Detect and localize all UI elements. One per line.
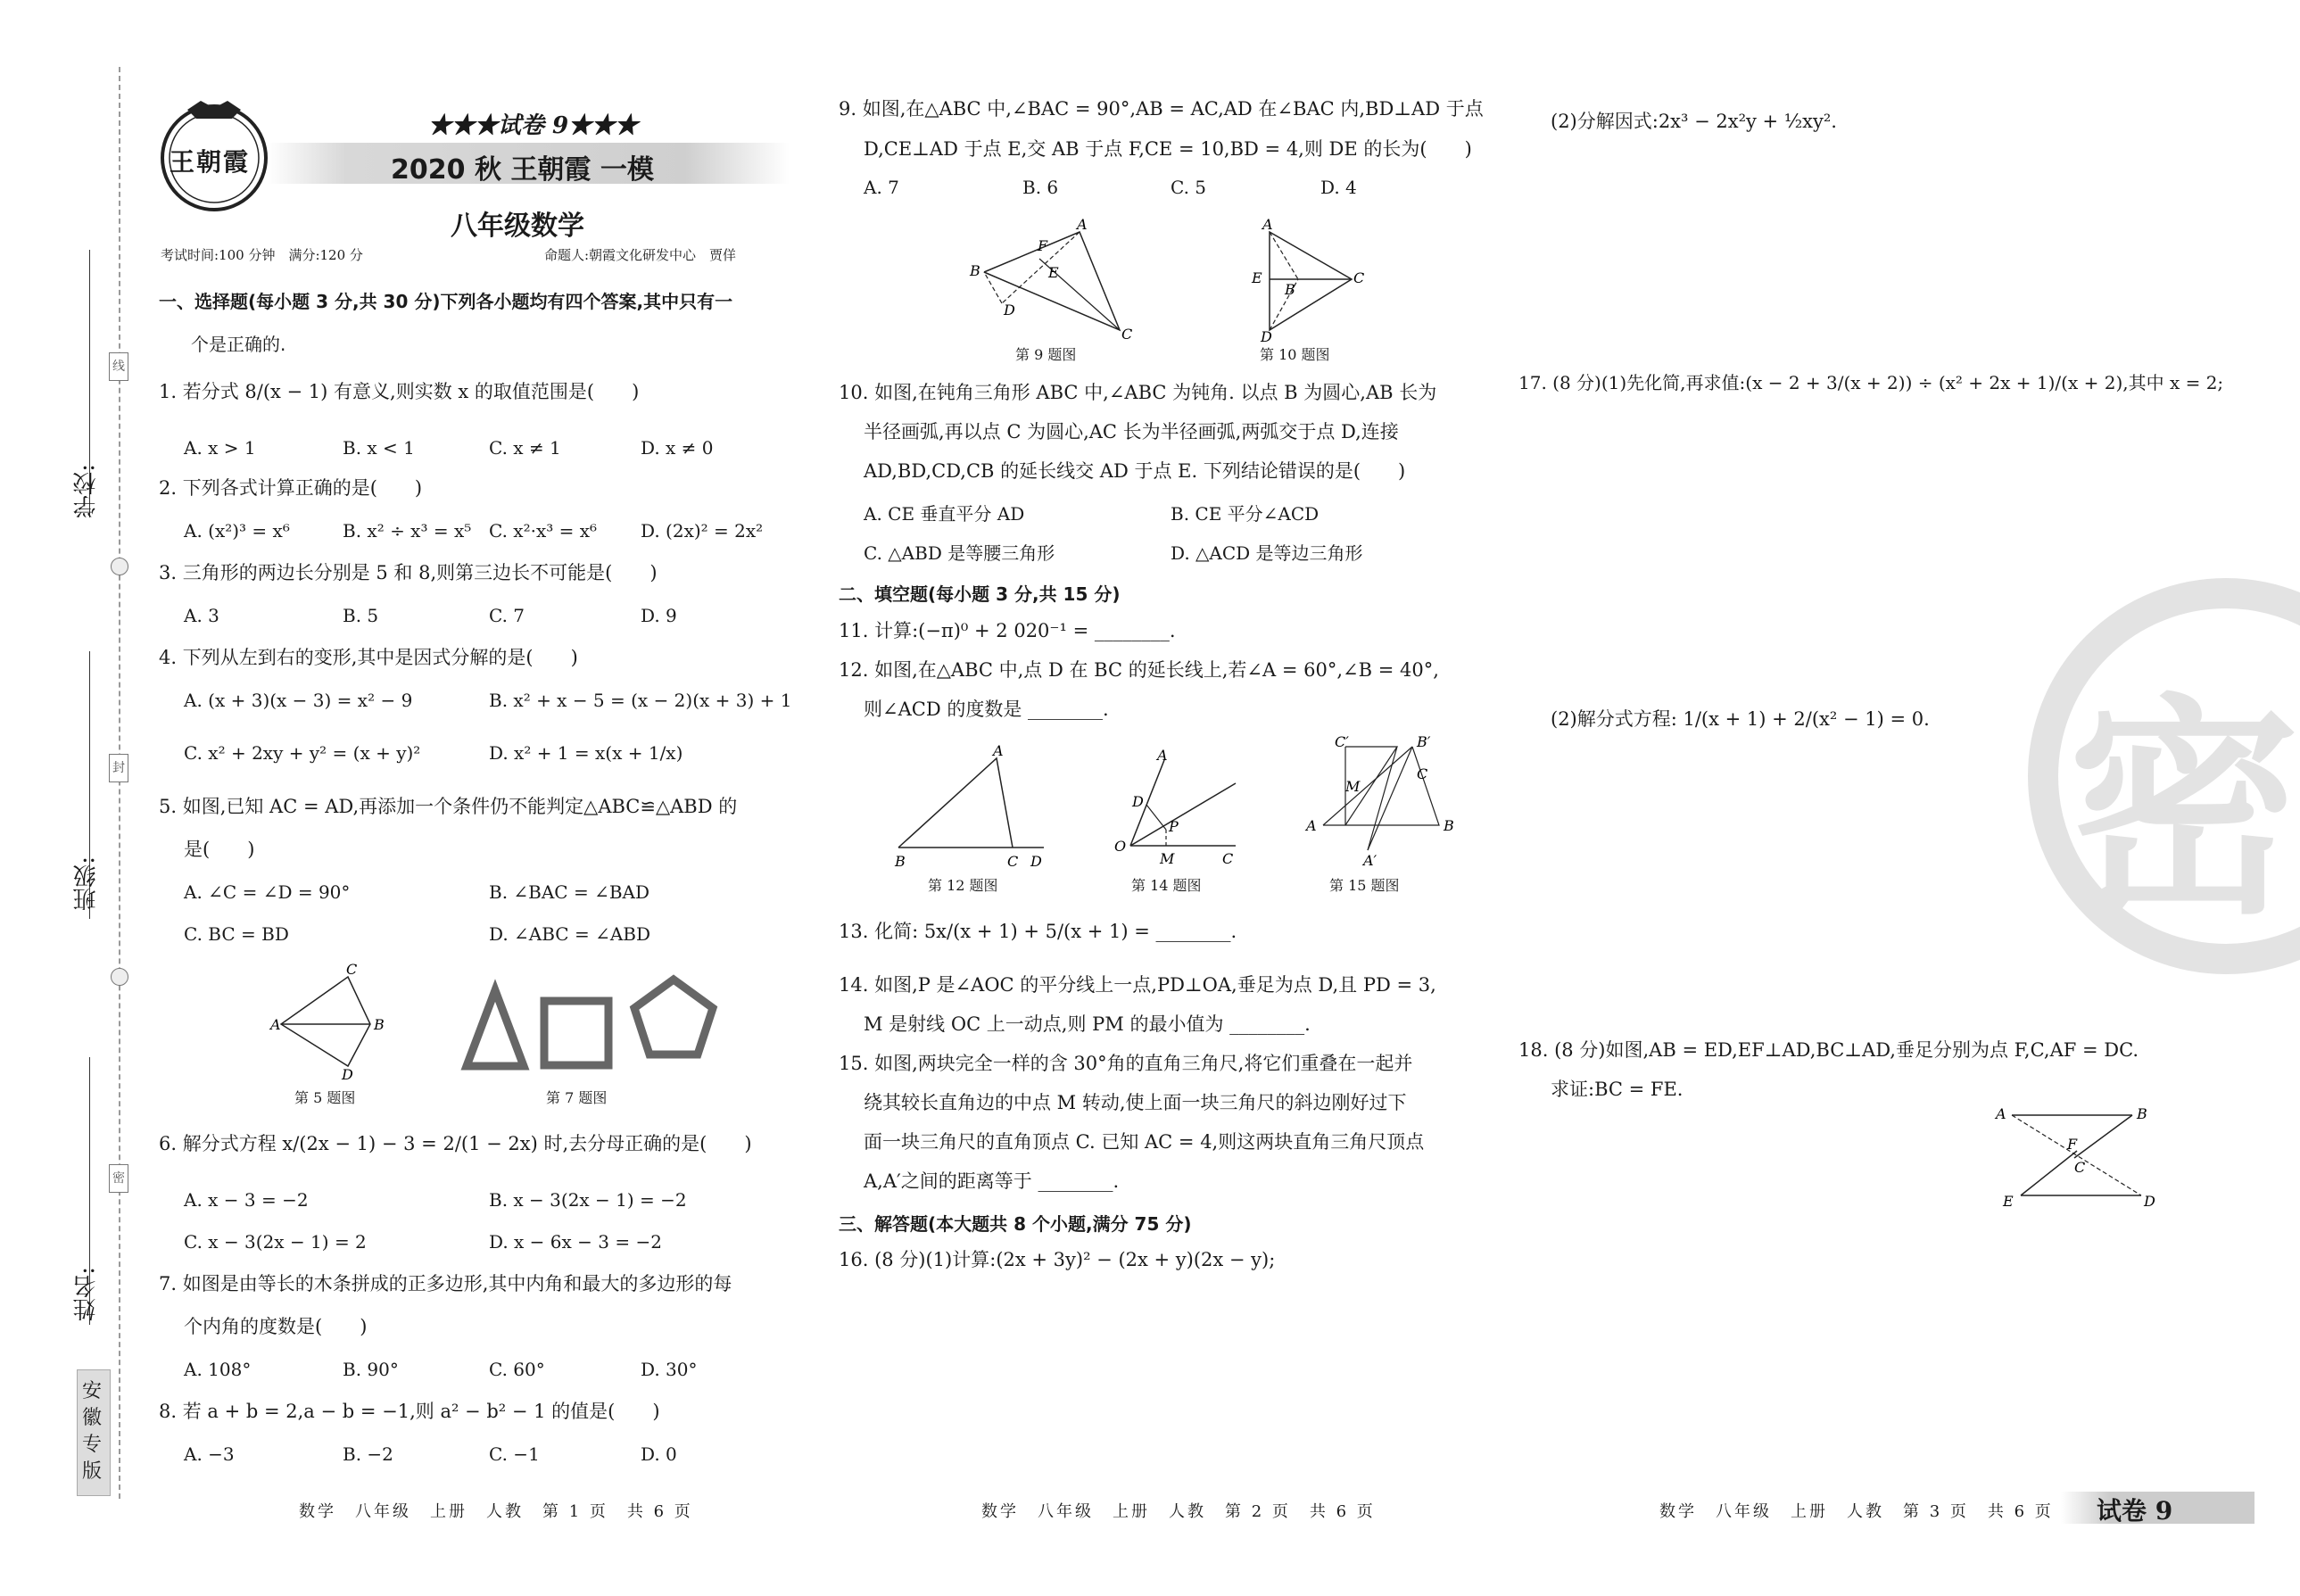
question-18: 18. (8 分)如图,AB = ED,EF⊥AD,BC⊥AD,垂足分别为点 F,C,AF = DC.: [1518, 1039, 2139, 1061]
question-14-cont: M 是射线 OC 上一动点,则 PM 的最小值为 ________.: [864, 1013, 1311, 1035]
svg-text:C: C: [1417, 765, 1428, 782]
q2-option-a: A. (x²)³ = x⁶: [184, 520, 290, 542]
question-11: 11. 计算:(−π)⁰ + 2 020⁻¹ = ________.: [839, 620, 1176, 641]
q10-option-d: D. △ACD 是等边三角形: [1171, 542, 1363, 564]
binding-dashed-line: [119, 67, 120, 1499]
question-15-line-4: A,A′之间的距离等于 ________.: [864, 1170, 1120, 1192]
school-label: 学校:: [73, 464, 100, 518]
q10-option-a: A. CE 垂直平分 AD: [864, 503, 1025, 525]
svg-text:D: D: [2144, 1193, 2155, 1210]
svg-text:C: C: [1353, 269, 1365, 286]
svg-text:D: D: [1030, 853, 1042, 870]
question-4: 4. 下列从左到右的变形,其中是因式分解的是( ): [159, 647, 578, 668]
gutter-tag-seal: 封: [109, 754, 128, 782]
q6-option-d: D. x − 6x − 3 = −2: [489, 1231, 662, 1253]
svg-text:A: A: [1157, 747, 1168, 764]
question-14: 14. 如图,P 是∠AOC 的平分线上一点,PD⊥OA,垂足为点 D,且 PD = 3,: [839, 974, 1436, 996]
question-7-cont: 个内角的度数是( ): [184, 1316, 368, 1337]
exam-info-left: 考试时间:100 分钟 满分:120 分: [161, 247, 363, 263]
svg-text:D: D: [342, 1066, 353, 1083]
svg-text:A′: A′: [1363, 852, 1378, 869]
figure-q15: [1301, 733, 1466, 870]
svg-text:C: C: [1121, 326, 1133, 343]
q9-option-c: C. 5: [1171, 177, 1207, 198]
svg-text:C: C: [1222, 850, 1234, 867]
svg-text:E: E: [1252, 269, 1262, 286]
svg-text:A: A: [1306, 817, 1317, 834]
question-6: 6. 解分式方程 x/(2x − 1) − 3 = 2/(1 − 2x) 时,去分母正确的是( ): [159, 1133, 752, 1154]
q6-option-a: A. x − 3 = −2: [184, 1189, 309, 1211]
svg-text:M: M: [1160, 850, 1175, 867]
svg-text:E: E: [1048, 264, 1059, 281]
q8-option-a: A. −3: [184, 1443, 235, 1465]
caption-figure-12: 第 12 题图: [928, 877, 998, 894]
gutter-dot-icon: [111, 968, 128, 986]
svg-text:E: E: [2003, 1193, 2014, 1210]
q1-option-b: B. x < 1: [343, 437, 415, 459]
exam-main-title: 2020 秋 王朝霞 一模: [391, 154, 654, 186]
section-fill-heading: 二、填空题(每小题 3 分,共 15 分): [839, 583, 1121, 605]
q3-option-a: A. 3: [184, 605, 219, 626]
svg-text:B: B: [1444, 817, 1454, 834]
exam-info-right: 命题人:朝霞文化研发中心 贾佯: [544, 247, 737, 263]
svg-text:A: A: [1077, 216, 1088, 233]
question-7: 7. 如图是由等长的木条拼成的正多边形,其中内角和最大的多边形的每: [159, 1273, 732, 1294]
q4-option-a: A. (x + 3)(x − 3) = x² − 9: [184, 690, 413, 711]
figure-q14: [1111, 749, 1245, 870]
figure-q18: [1985, 1097, 2172, 1213]
svg-text:A: A: [270, 1016, 281, 1033]
q9-option-b: B. 6: [1022, 177, 1059, 198]
caption-figure-9: 第 9 题图: [1015, 346, 1077, 363]
svg-text:F: F: [2067, 1136, 2078, 1153]
q7-option-a: A. 108°: [184, 1359, 252, 1380]
q8-option-b: B. −2: [343, 1443, 393, 1465]
question-5-cont: 是( ): [184, 839, 255, 860]
edition-label: 安徽专版: [82, 1380, 103, 1483]
gutter-tag-secret: 密: [109, 1164, 128, 1193]
question-10-line-3: AD,BD,CD,CB 的延长线交 AD 于点 E. 下列结论错误的是( ): [864, 460, 1406, 482]
question-13: 13. 化简: 5x/(x + 1) + 5/(x + 1) = ________.: [839, 921, 1237, 942]
svg-text:P: P: [1169, 818, 1179, 835]
svg-text:F: F: [1038, 237, 1048, 254]
q8-option-c: C. −1: [489, 1443, 540, 1465]
footer-page-3: 数学 八年级 上册 人教 第 3 页 共 6 页: [1659, 1502, 2054, 1521]
svg-text:D: D: [1004, 302, 1015, 318]
q6-option-b: B. x − 3(2x − 1) = −2: [489, 1189, 687, 1211]
q4-option-b: B. x² + x − 5 = (x − 2)(x + 3) + 1: [489, 690, 792, 711]
question-16-part-2: (2)分解因式:2x³ − 2x²y + ½xy².: [1551, 111, 1837, 132]
svg-text:M: M: [1345, 778, 1361, 795]
svg-text:B: B: [970, 262, 980, 279]
question-9: 9. 如图,在△ABC 中,∠BAC = 90°,AB = AC,AD 在∠BAC 内,BD⊥AD 于点: [839, 98, 1484, 120]
question-9-cont: D,CE⊥AD 于点 E,交 AB 于点 F,CE = 10,BD = 4,则 DE 的长为( ): [864, 138, 1472, 160]
q9-option-a: A. 7: [864, 177, 899, 198]
section-choice-heading-cont: 个是正确的.: [191, 334, 286, 355]
question-12: 12. 如图,在△ABC 中,点 D 在 BC 的延长线上,若∠A = 60°,∠B = 40°,: [839, 659, 1439, 681]
figure-q5: [263, 961, 397, 1083]
question-17-part-1: 17. (8 分)(1)先化简,再求值:(x − 2 + 3/(x + 2)) ÷ (x² + 2x + 1)/(x + 2),其中 x = 2;: [1518, 372, 2224, 393]
svg-text:C: C: [2074, 1159, 2086, 1176]
svg-text:C: C: [1007, 853, 1019, 870]
caption-figure-7: 第 7 题图: [546, 1089, 608, 1106]
q7-option-b: B. 90°: [343, 1359, 399, 1380]
svg-text:A: A: [1262, 216, 1273, 233]
caption-figure-10: 第 10 题图: [1260, 346, 1330, 363]
q2-option-d: D. (2x)² = 2x²: [641, 520, 764, 542]
q5-option-d: D. ∠ABC = ∠ABD: [489, 923, 651, 945]
svg-text:B: B: [1285, 281, 1295, 298]
q5-option-a: A. ∠C = ∠D = 90°: [184, 881, 351, 903]
svg-text:O: O: [1114, 838, 1127, 855]
section-choice-heading: 一、选择题(每小题 3 分,共 30 分)下列各小题均有四个答案,其中只有一: [159, 291, 733, 312]
figure-q7: [459, 972, 727, 1075]
watermark-character: 密: [2068, 674, 2300, 946]
q10-option-c: C. △ABD 是等腰三角形: [864, 542, 1055, 564]
question-3: 3. 三角形的两边长分别是 5 和 8,则第三边长不可能是( ): [159, 562, 658, 583]
subject-title: 八年级数学: [451, 211, 584, 242]
question-12-cont: 则∠ACD 的度数是 ________.: [864, 699, 1109, 720]
svg-text:A: A: [993, 742, 1004, 759]
question-5: 5. 如图,已知 AC = AD,再添加一个条件仍不能判定△ABC≌△ABD 的: [159, 796, 738, 817]
question-16-part-1: 16. (8 分)(1)计算:(2x + 3y)² − (2x + y)(2x − y);: [839, 1249, 1276, 1270]
footer-badge: 试卷 9: [2097, 1496, 2173, 1526]
figure-q10: [1245, 216, 1369, 345]
question-15-line-2: 绕其较长直角边的中点 M 转动,使上面一块三角尺的斜边刚好过下: [864, 1092, 1407, 1113]
q7-option-d: D. 30°: [641, 1359, 698, 1380]
svg-text:B: B: [374, 1016, 385, 1033]
q2-option-b: B. x² ÷ x³ = x⁵: [343, 520, 472, 542]
figure-q9: [968, 216, 1133, 343]
gutter-dot-icon: [111, 558, 128, 575]
caption-figure-15: 第 15 题图: [1329, 877, 1400, 894]
q1-option-a: A. x > 1: [184, 437, 256, 459]
q1-option-c: C. x ≠ 1: [489, 437, 561, 459]
q1-option-d: D. x ≠ 0: [641, 437, 714, 459]
footer-page-1: 数学 八年级 上册 人教 第 1 页 共 6 页: [299, 1502, 693, 1521]
svg-text:B′: B′: [1417, 733, 1431, 750]
svg-text:D: D: [1132, 793, 1144, 810]
question-15-line-3: 面一块三角尺的直角顶点 C. 已知 AC = 4,则这两块直角三角尺顶点: [864, 1131, 1425, 1153]
footer-page-2: 数学 八年级 上册 人教 第 2 页 共 6 页: [981, 1502, 1376, 1521]
q3-option-c: C. 7: [489, 605, 525, 626]
caption-figure-14: 第 14 题图: [1131, 877, 1202, 894]
q5-option-c: C. BC = BD: [184, 923, 289, 945]
gutter-tag-line: 线: [109, 352, 128, 381]
q2-option-c: C. x²·x³ = x⁶: [489, 520, 598, 542]
svg-text:D: D: [1261, 328, 1272, 345]
svg-text:C: C: [346, 961, 358, 978]
svg-text:B: B: [2137, 1105, 2147, 1122]
q3-option-d: D. 9: [641, 605, 677, 626]
q5-option-b: B. ∠BAC = ∠BAD: [489, 881, 650, 903]
q10-option-b: B. CE 平分∠ACD: [1171, 503, 1320, 525]
q3-option-b: B. 5: [343, 605, 379, 626]
class-label: 班级:: [73, 856, 100, 911]
question-15-line-1: 15. 如图,两块完全一样的含 30°角的直角三角尺,将它们重叠在一起并: [839, 1053, 1413, 1074]
q4-option-c: C. x² + 2xy + y² = (x + y)²: [184, 742, 421, 764]
question-8: 8. 若 a + b = 2,a − b = −1,则 a² − b² − 1 的值是( ): [159, 1401, 660, 1422]
q7-option-c: C. 60°: [489, 1359, 545, 1380]
question-2: 2. 下列各式计算正确的是( ): [159, 477, 423, 499]
question-1: 1. 若分式 8/(x − 1) 有意义,则实数 x 的取值范围是( ): [159, 381, 640, 402]
q8-option-d: D. 0: [641, 1443, 677, 1465]
exam-stars-title: ★★★试卷 9★★★: [428, 112, 639, 139]
q9-option-d: D. 4: [1320, 177, 1357, 198]
question-10-line-1: 10. 如图,在钝角三角形 ABC 中,∠ABC 为钝角. 以点 B 为圆心,AB 长为: [839, 382, 1437, 403]
section-solve-heading: 三、解答题(本大题共 8 个小题,满分 75 分): [839, 1213, 1192, 1235]
q4-option-d: D. x² + 1 = x(x + 1/x): [489, 742, 683, 764]
name-label: 姓名:: [73, 1267, 100, 1321]
svg-text:C′: C′: [1335, 733, 1349, 750]
q6-option-c: C. x − 3(2x − 1) = 2: [184, 1231, 367, 1253]
svg-text:B: B: [895, 853, 906, 870]
caption-figure-5: 第 5 题图: [294, 1089, 356, 1106]
logo-text: 王朝霞: [170, 147, 251, 177]
svg-text:A: A: [1996, 1105, 2006, 1122]
figure-q12: [888, 742, 1053, 870]
question-10-line-2: 半径画弧,再以点 C 为圆心,AC 长为半径画弧,两弧交于点 D,连接: [864, 421, 1399, 442]
question-18-cont: 求证:BC = FE.: [1551, 1079, 1684, 1100]
question-17-part-2: (2)解分式方程: 1/(x + 1) + 2/(x² − 1) = 0.: [1551, 708, 1930, 730]
